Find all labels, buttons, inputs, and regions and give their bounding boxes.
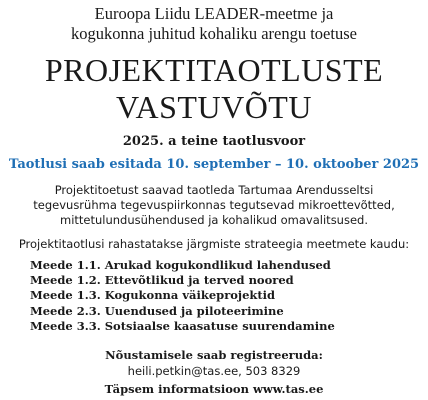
eligibility-line-1: Projektitoetust saavad taotleda Tartumaa Arendusseltsi (54, 183, 374, 197)
intro-text (0, 4, 428, 44)
measure-item: Meede 1.2. Ettevõtlikud ja terved noored (30, 273, 294, 288)
intro-line-1: Euroopa Liidu LEADER-meetme ja (94, 4, 334, 23)
measures-intro: Projektitaotlusi rahastatakse järgmiste strateegia meetmete kaudu: (18, 237, 410, 251)
consultation-label: Nõustamisele saab registreeruda: (105, 348, 323, 362)
measure-item: Meede 3.3. Sotsiaalse kaasatuse suurendamine (30, 318, 335, 333)
title-line-1: PROJEKTITAOTLUSTE (44, 52, 384, 88)
intro-line-2: kogukonna juhitud kohaliku arengu toetuse (71, 24, 357, 43)
eligibility-text (0, 183, 428, 228)
consultation-contact[interactable]: heili.petkin@tas.ee, 503 8329 (127, 364, 301, 378)
page-title (0, 52, 428, 126)
application-round: 2025. a teine taotlusvoor (122, 134, 306, 149)
measures-list (30, 258, 410, 334)
more-info-link[interactable]: Täpsem informatsioon www.tas.ee (104, 382, 324, 396)
eligibility-line-2: tegevusrühma tegevuspiirkonnas tegutsevad mikroettevõtted, (33, 198, 395, 212)
title-line-2: VASTUVÕTU (116, 89, 312, 125)
application-deadline: Taotlusi saab esitada 10. september – 10. oktoober 2025 (8, 157, 420, 172)
measure-item: Meede 1.1. Arukad kogukondlikud lahendused (30, 258, 331, 272)
measure-item: Meede 2.3. Uuendused ja piloteerimine (30, 303, 284, 318)
eligibility-line-3: mittetulundusühendused ja kohalikud omavalitsused. (60, 213, 368, 227)
measure-item: Meede 1.3. Kogukonna väikeprojektid (30, 288, 276, 303)
